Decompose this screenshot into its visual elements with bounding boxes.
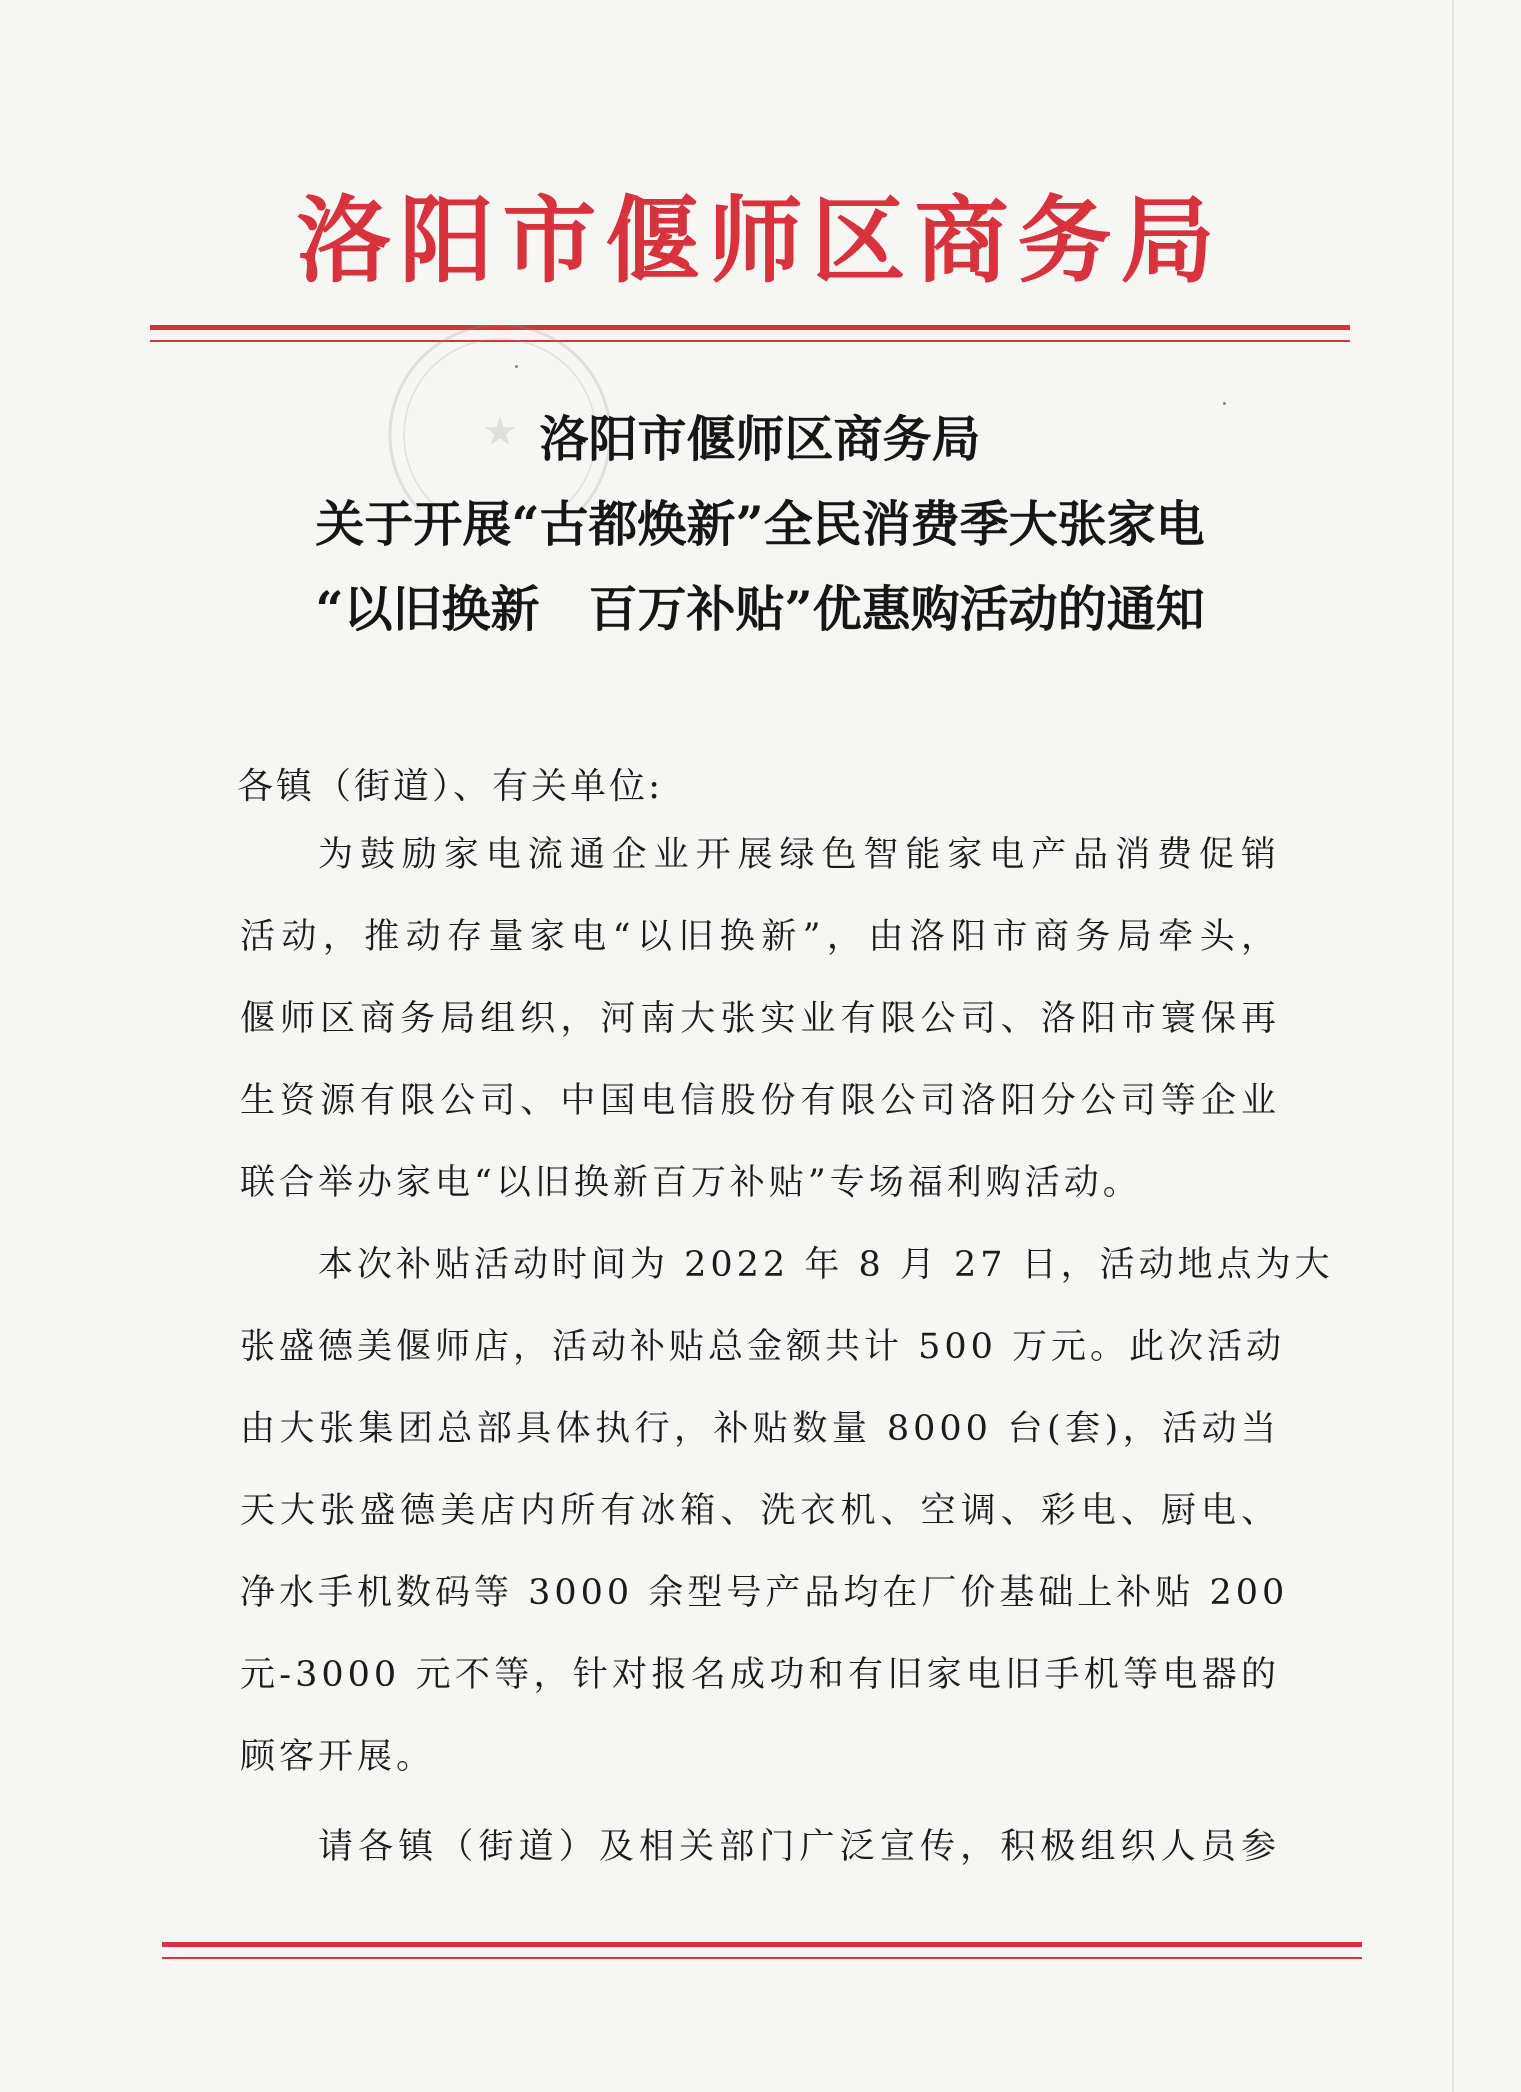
letterhead-org-name: 洛阳市偃师区商务局 <box>296 187 1224 296</box>
paragraph-1-line: 活动，推动存量家电“以旧换新”，由洛阳市商务局牵头， <box>240 917 1280 957</box>
footer-red-rule-thin <box>162 1957 1362 1959</box>
scan-speck <box>1223 402 1226 405</box>
scan-speck <box>515 365 518 368</box>
svg-text:★: ★ <box>482 409 518 455</box>
paragraph-2-line: 本次补贴活动时间为 2022 年 8 月 27 日，活动地点为大 <box>318 1245 1334 1285</box>
paragraph-2-line: 顾客开展。 <box>240 1737 436 1777</box>
paragraph-1-line: 偃师区商务局组织，河南大张实业有限公司、洛阳市寰保再 <box>240 999 1280 1039</box>
notice-title-line-2: 关于开展“古都焕新”全民消费季大张家电 <box>315 495 1205 553</box>
notice-title-line-1: 洛阳市偃师区商务局 <box>539 410 981 468</box>
footer-red-rule <box>162 1942 1362 1947</box>
paragraph-1-line: 为鼓励家电流通企业开展绿色智能家电产品消费促销 <box>318 835 1280 875</box>
paragraph-1-line: 联合举办家电“以旧换新百万补贴”专场福利购活动。 <box>240 1163 1142 1203</box>
paragraph-2-line: 张盛德美偃师店，活动补贴总金额共计 500 万元。此次活动 <box>240 1327 1286 1367</box>
paragraph-2-line: 由大张集团总部具体执行，补贴数量 8000 台(套)，活动当 <box>240 1409 1280 1449</box>
paragraph-1-line: 生资源有限公司、中国电信股份有限公司洛阳分公司等企业 <box>240 1081 1280 1121</box>
letterhead-red-rule <box>150 325 1350 330</box>
salutation: 各镇（街道）、有关单位: <box>237 766 664 807</box>
paragraph-3-line: 请各镇（街道）及相关部门广泛宣传，积极组织人员参 <box>318 1827 1280 1867</box>
notice-title-line-3: “以旧换新 百万补贴”优惠购活动的通知 <box>315 580 1205 638</box>
paragraph-2-line: 元-3000 元不等，针对报名成功和有旧家电旧手机等电器的 <box>240 1655 1280 1695</box>
paragraph-2-line: 净水手机数码等 3000 余型号产品均在厂价基础上补贴 200 <box>240 1573 1289 1613</box>
letterhead-red-rule-thin <box>150 340 1350 342</box>
scan-edge <box>1452 0 1454 2092</box>
paragraph-2-line: 天大张盛德美店内所有冰箱、洗衣机、空调、彩电、厨电、 <box>240 1491 1280 1531</box>
